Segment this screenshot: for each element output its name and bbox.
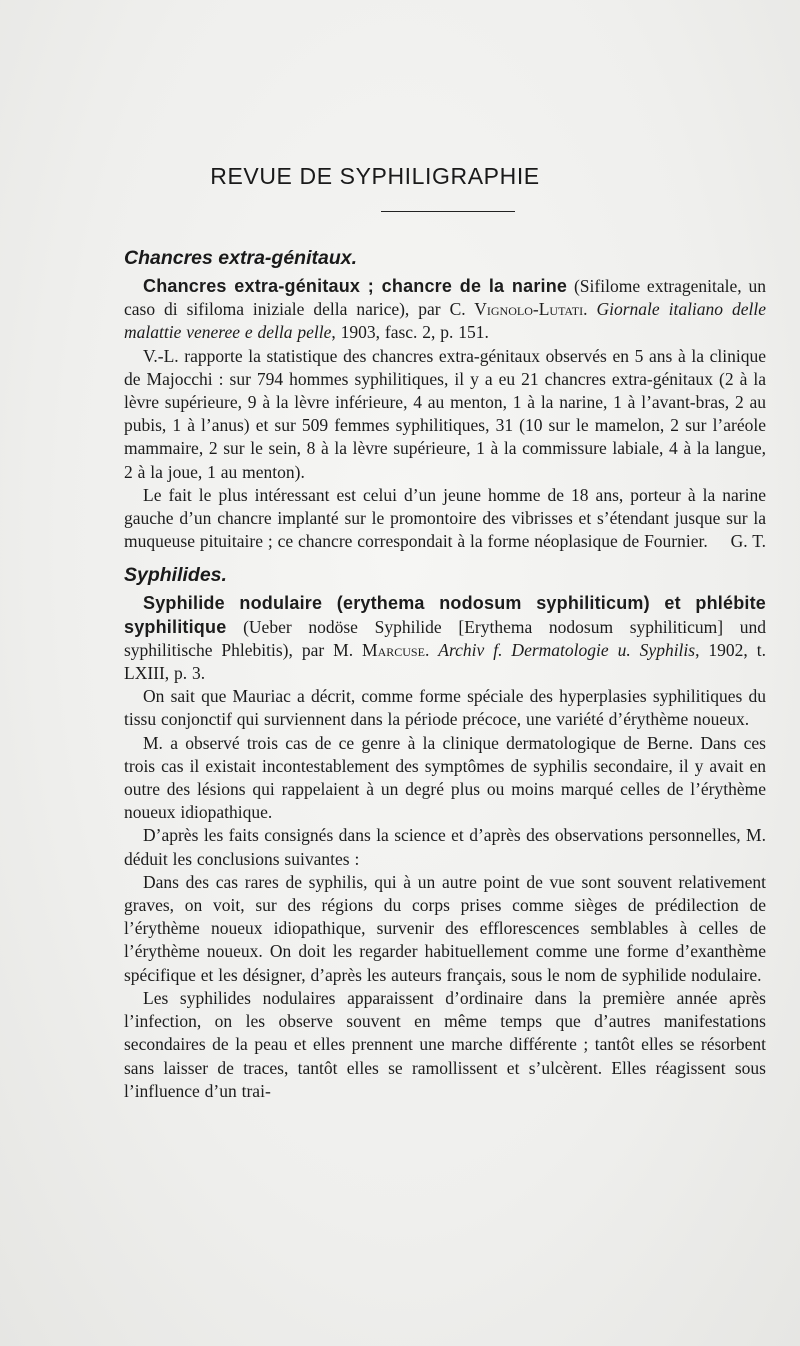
body-paragraph-text: Le fait le plus intéressant est celui d’un jeune homme de 18 ans, porteur à la narine gauche d’un chancre implanté sur le promontoire des vibrisses et s’étendant jusque sur la muqueuse pituitaire ; ce chancre correspondait à la forme néoplasique de Fournier. <box>124 484 766 552</box>
section-title-chancres: Chancres extra-génitaux. <box>124 247 358 269</box>
signature: G. T. <box>730 531 766 552</box>
body-paragraph: M. a observé trois cas de ce genre à la clinique dermatologique de Berne. Dans ces trois cas il existait incontestablement des symptômes de syphilis secondaire, il y avait en outre des lésions qui rappelaient à un degré plus ou moins marqué celles de l’érythème noueux idiopathique. <box>124 732 766 823</box>
reference-text: (Ueber nodöse Syphilide [Erythema nodosum syphiliticum] und syphilitische Phlebitis), par <box>124 616 766 660</box>
reference-text: (Sifilome extragenitale, un caso di sifiloma iniziale della narice), par <box>124 276 766 320</box>
header-rule <box>381 211 515 212</box>
reference-paragraph: Syphilide nodulaire (erythema nodosum syphiliticum) et phlébite syphilitique (Ueber nodöse Syphilide [Erythema nodosum syphiliticum] und syphilitische Phlebitis), par M. Marcuse. Archiv f. Dermatologie u. Syphilis, 1902, t. LXIII, p. 3. <box>124 593 766 684</box>
article-lead-title: Chancres extra-génitaux ; chancre de la narine <box>143 276 568 296</box>
body-paragraph: Dans des cas rares de syphilis, qui à un autre point de vue sont souvent relativement graves, on voit, sur des régions du corps prises comme sièges de prédilection de l’érythème noueux idiopathique, survenir des efflorescences semblables à celles de l’érythème noueux. On doit les regarder habituellement comme une forme d’exanthème spécifique et les désigner, d’après les auteurs français, sous le nom de syphilide nodulaire. <box>124 871 766 985</box>
journal-name: Archiv f. Dermatologie u. Syphilis <box>438 639 696 660</box>
article-body <box>124 246 766 1103</box>
running-head: REVUE DE SYPHILIGRAPHIE <box>210 163 540 189</box>
author-name: M. Marcuse <box>333 639 425 660</box>
body-paragraph: Les syphilides nodulaires apparaissent d’ordinaire dans la première année après l’infection, on les observe souvent en même temps que d’autres manifestations secondaires de la peau et elles prennent une marche différente ; tantôt elles se résorbent sans laisser de traces, tantôt elles se ramollissent et s’ulcèrent. Elles réagissent sous l’influence d’un trai- <box>124 987 766 1101</box>
body-paragraph: On sait que Mauriac a décrit, comme forme spéciale des hyperplasies syphilitiques du tissu conjonctif qui surviennent dans la période précoce, une variété d’érythème noueux. <box>124 686 766 730</box>
body-paragraph: D’après les faits consignés dans la science et d’après des observations personnelles, M. déduit les conclusions suivantes : <box>124 825 766 869</box>
body-paragraph: V.-L. rapporte la statistique des chancres extra-génitaux observés en 5 ans à la clinique de Majocchi : sur 794 hommes syphilitiques, il y a eu 21 chancres extra-génitaux (2 à la lèvre supérieure, 9 à la lèvre inférieure, 4 au menton, 1 à la narine, 1 à l’avant-bras, 2 au pubis, 1 à l’anus) et sur 509 femmes syphilitiques, 31 (10 sur le mamelon, 2 sur l’aréole mammaire, 2 sur le sein, 8 à la lèvre supérieure, 1 à la commissure labiale, 4 à la langue, 2 à la joue, 1 au menton). <box>124 345 766 482</box>
body-paragraph <box>124 484 766 554</box>
journal-name: Giornale italiano delle malattie veneree e della pelle <box>124 299 767 343</box>
reference-tail: , 1902, t. LXIII, p. 3. <box>124 639 766 684</box>
author-name: C. Vignolo-Lutati <box>449 299 584 320</box>
article-lead-title: Syphilide nodulaire (erythema nodosum syphiliticum) et phlébite syphilitique <box>124 593 766 637</box>
reference-tail: , 1903, fasc. 2, p. 151. <box>331 322 489 343</box>
reference-paragraph: Chancres extra-génitaux ; chancre de la narine (Sifilome extragenitale, un caso di sifiloma iniziale della narice), par C. Vignolo-Lutati. Giornale italiano delle malattie veneree e della pelle, 1903, fasc. 2, p. 151. <box>124 276 767 343</box>
section-title-syphilides: Syphilides. <box>124 564 227 587</box>
